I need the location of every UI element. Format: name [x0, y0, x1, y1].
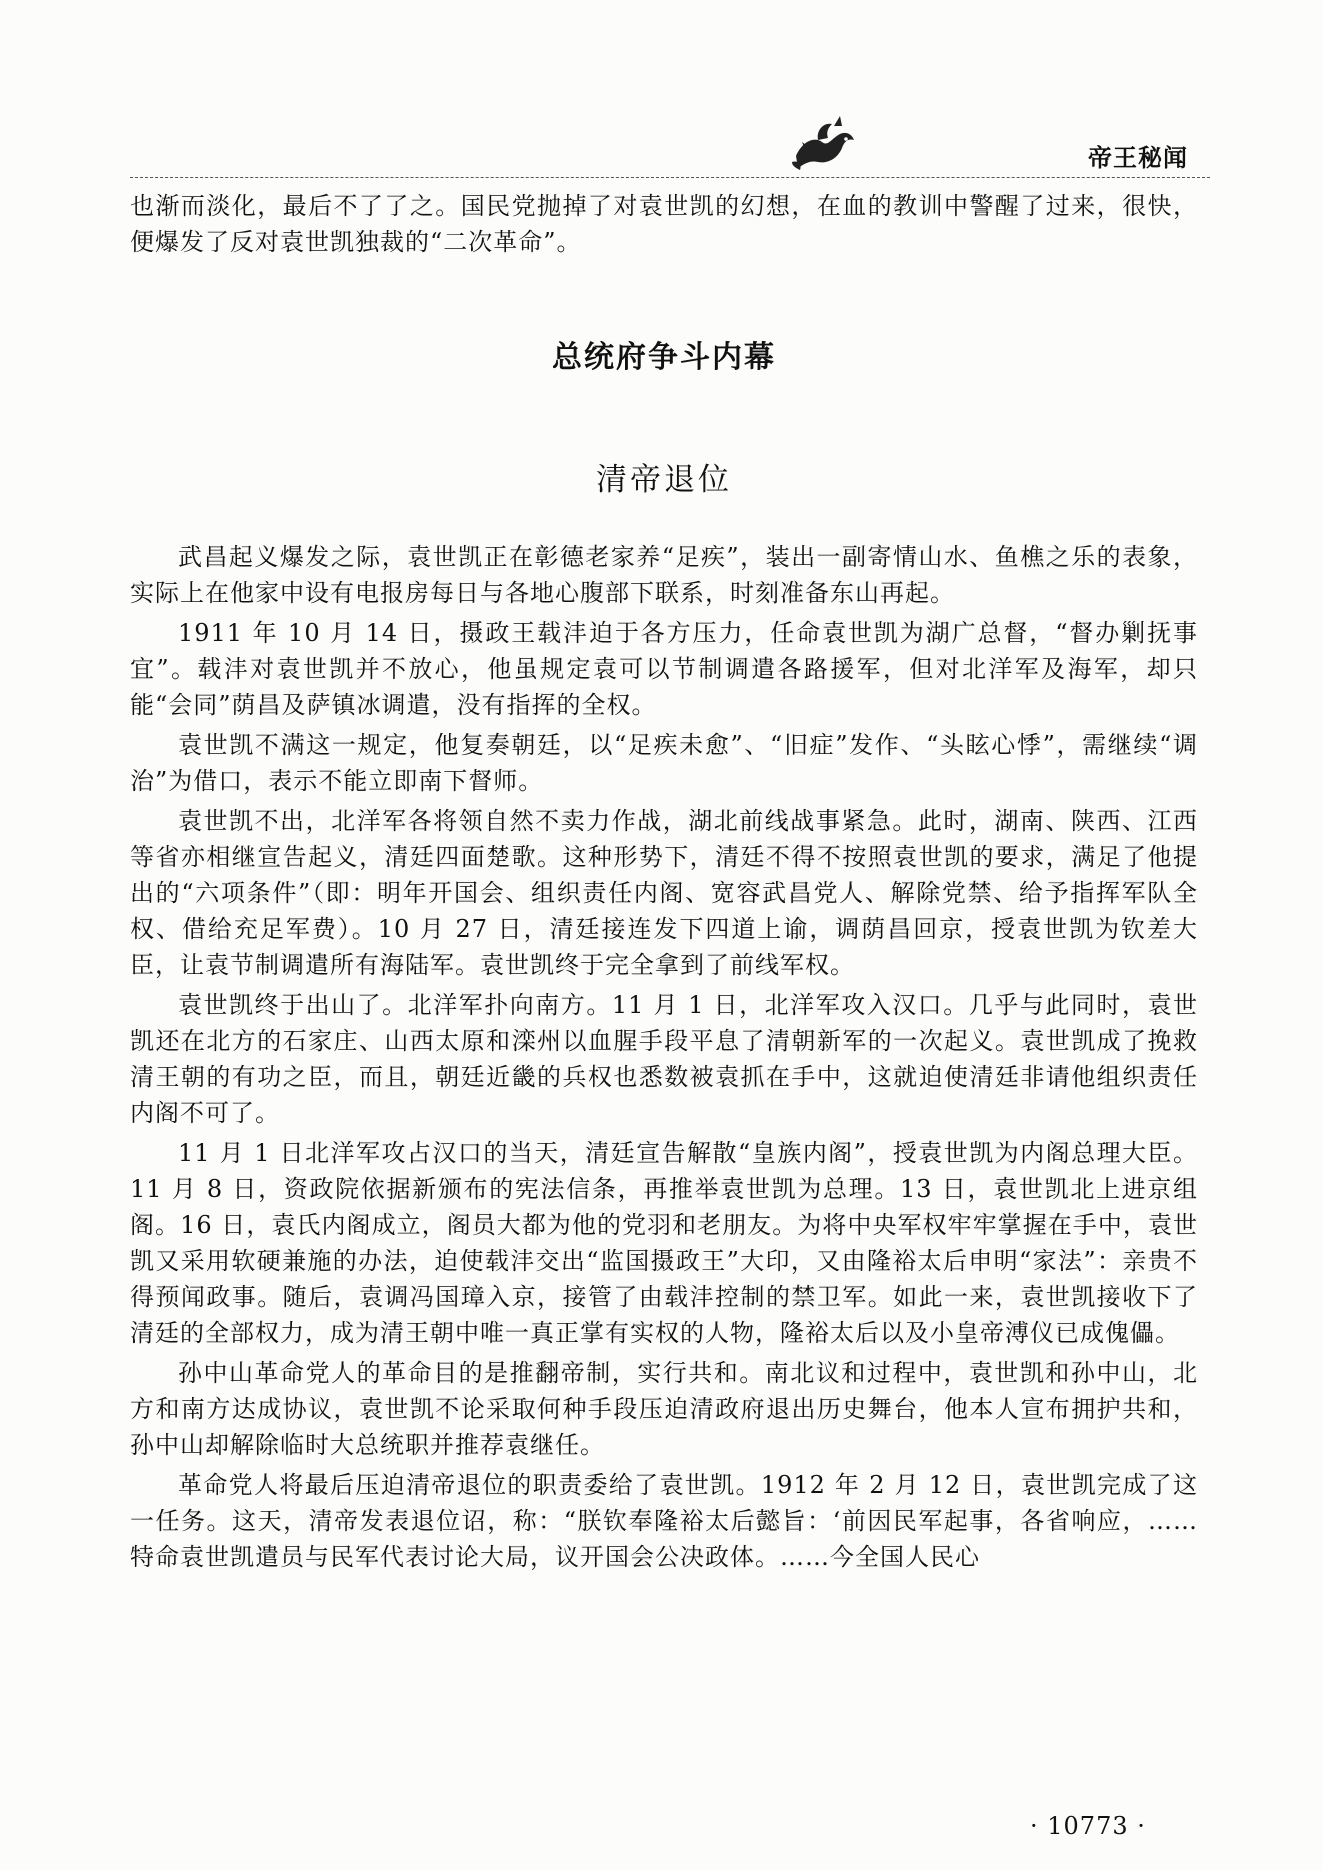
subsection-title: 清帝退位 [596, 462, 732, 498]
paragraph: 革命党人将最后压迫清帝退位的职责委给了袁世凯。1912 年 2 月 12 日，袁世凯完成了这一任务。这天，清帝发表退位诏，称：“朕钦奉隆裕太后懿旨：‘前因民军起事，各省响应，……特命袁世凯遣员与民军代表讨论大局，议开国会公决政体。……今全国人民心 [130, 1471, 1198, 1571]
dragon-icon [788, 112, 858, 172]
paragraph: 孙中山革命党人的革命目的是推翻帝制，实行共和。南北议和过程中，袁世凯和孙中山，北方和南方达成协议，袁世凯不论采取何种手段压迫清政府退出历史舞台，他本人宣布拥护共和，孙中山却解除临时大总统职并推荐袁继任。 [130, 1359, 1198, 1459]
paragraph: 1911 年 10 月 14 日，摄政王载沣迫于各方压力，任命袁世凯为湖广总督，“督办剿抚事宜”。载沣对袁世凯并不放心，他虽规定袁可以节制调遣各路援军，但对北洋军及海军，却只能“会同”荫昌及萨镇冰调遣，没有指挥的全权。 [130, 619, 1198, 719]
header-rule [130, 177, 1210, 178]
page-body [130, 188, 1198, 1575]
section-title: 总统府争斗内幕 [552, 340, 776, 375]
running-head-title: 帝王秘闻 [1088, 144, 1188, 172]
page-number: · 10773 · [1030, 1812, 1146, 1840]
paragraph: 袁世凯不满这一规定，他复奏朝廷，以“足疾未愈”、“旧症”发作、“头眩心悸”，需继续“调治”为借口，表示不能立即南下督师。 [130, 731, 1198, 795]
paragraph: 也渐而淡化，最后不了了之。国民党抛掉了对袁世凯的幻想，在血的教训中警醒了过来，很快，便爆发了反对袁世凯独裁的“二次革命”。 [130, 192, 1198, 256]
paragraph: 武昌起义爆发之际，袁世凯正在彰德老家养“足疾”，装出一副寄情山水、鱼樵之乐的表象，实际上在他家中设有电报房每日与各地心腹部下联系，时刻准备东山再起。 [130, 543, 1198, 607]
paragraph: 袁世凯终于出山了。北洋军扑向南方。11 月 1 日，北洋军攻入汉口。几乎与此同时，袁世凯还在北方的石家庄、山西太原和滦州以血腥手段平息了清朝新军的一次起义。袁世凯成了挽救清王朝的有功之臣，而且，朝廷近畿的兵权也悉数被袁抓在手中，这就迫使清廷非请他组织责任内阁不可了。 [130, 991, 1198, 1127]
paragraph: 11 月 1 日北洋军攻占汉口的当天，清廷宣告解散“皇族内阁”，授袁世凯为内阁总理大臣。11 月 8 日，资政院依据新颁布的宪法信条，再推举袁世凯为总理。13 日，袁世凯北上进京组阁。16 日，袁氏内阁成立，阁员大都为他的党羽和老朋友。为将中央军权牢牢掌握在手中，袁世凯又采用软硬兼施的办法，迫使载沣交出“监国摄政王”大印，又由隆裕太后申明“家法”：亲贵不得预闻政事。随后，袁调冯国璋入京，接管了由载沣控制的禁卫军。如此一来，袁世凯接收下了清廷的全部权力，成为清王朝中唯一真正掌有实权的人物，隆裕太后以及小皇帝溥仪已成傀儡。 [130, 1139, 1198, 1347]
paragraph: 袁世凯不出，北洋军各将领自然不卖力作战，湖北前线战事紧急。此时，湖南、陕西、江西等省亦相继宣告起义，清廷四面楚歌。这种形势下，清廷不得不按照袁世凯的要求，满足了他提出的“六项条件”（即：明年开国会、组织责任内阁、宽容武昌党人、解除党禁、给予指挥军队全权、借给充足军费）。10 月 27 日，清廷接连发下四道上谕，调荫昌回京，授袁世凯为钦差大臣，让袁节制调遣所有海陆军。袁世凯终于完全拿到了前线军权。 [130, 807, 1198, 979]
